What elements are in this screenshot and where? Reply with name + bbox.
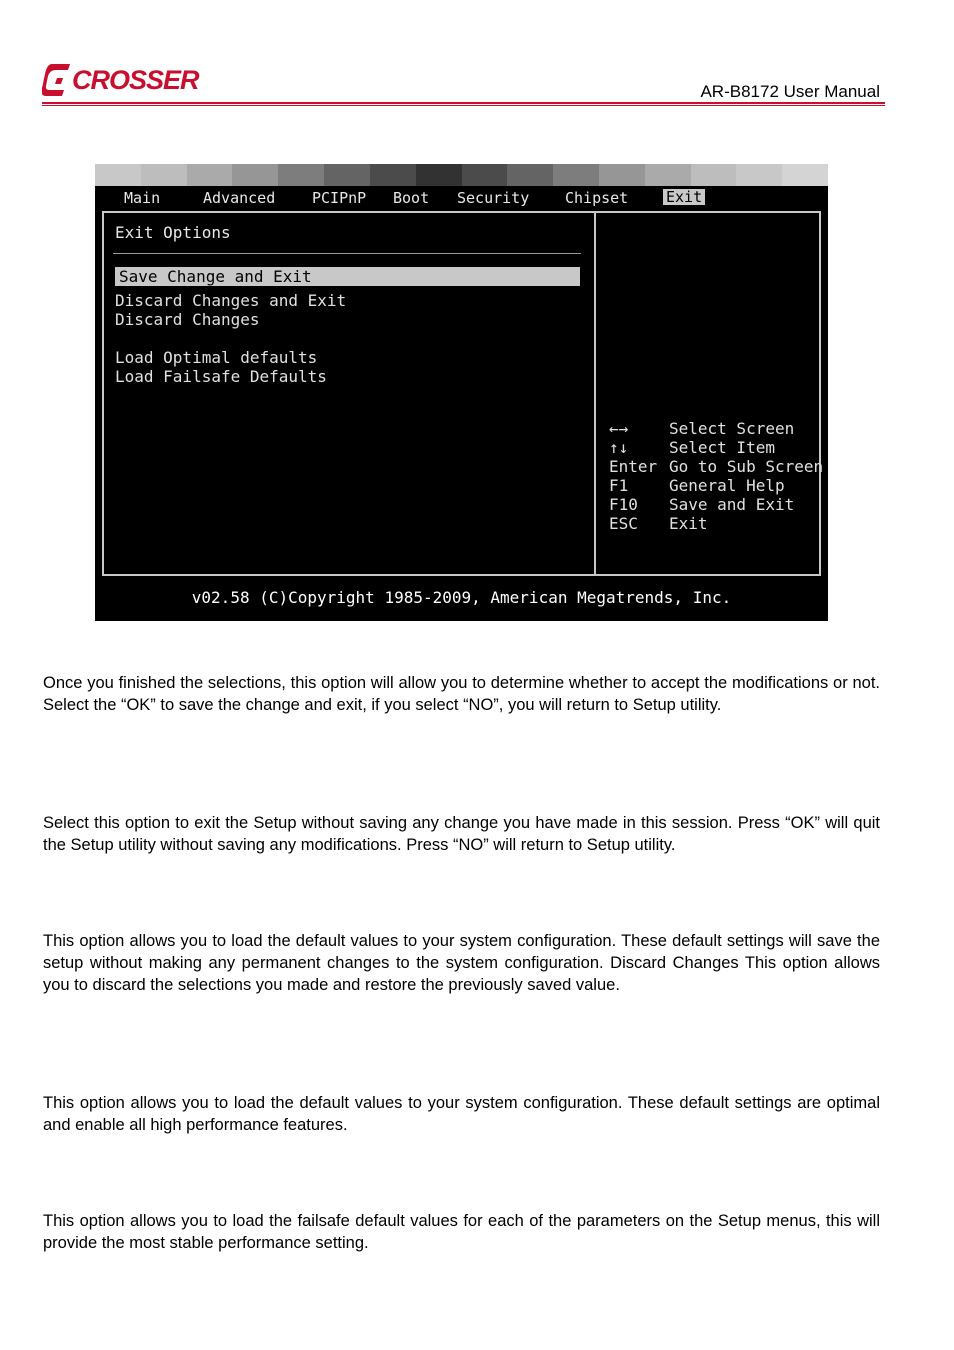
bios-tab-boot[interactable]: Boot xyxy=(393,189,430,207)
brand-wordmark: CROSSER xyxy=(72,65,199,95)
bios-gradient-segment xyxy=(95,164,141,186)
bios-help-exit xyxy=(609,514,708,533)
bios-gradient-segment xyxy=(324,164,370,186)
help-desc: Select Screen xyxy=(669,419,795,438)
acrosser-logo xyxy=(42,62,202,98)
bios-help-select-item xyxy=(609,438,775,457)
bios-menu-bar xyxy=(95,186,828,210)
bios-gradient-segment xyxy=(599,164,645,186)
help-key: ESC xyxy=(609,514,638,533)
bios-gradient-segment xyxy=(462,164,508,186)
paragraph-load-failsafe-defaults: This option allows you to load the failsafe default values for each of the parameters on the Setup menus, this will provide the most stable performance setting. xyxy=(43,1212,880,1252)
acrosser-logo-mark-icon xyxy=(42,62,72,96)
manual-title: AR-B8172 User Manual xyxy=(700,82,880,101)
bios-gradient-segment xyxy=(141,164,187,186)
bios-panel-divider xyxy=(594,213,596,574)
bios-gradient-segment xyxy=(278,164,324,186)
bios-option-discard-changes-and-exit[interactable]: Discard Changes and Exit xyxy=(115,291,347,310)
bios-title-rule xyxy=(113,253,581,254)
bios-tab-main[interactable]: Main xyxy=(124,189,161,207)
help-desc: Save and Exit xyxy=(669,495,795,514)
bios-option-load-failsafe-defaults[interactable]: Load Failsafe Defaults xyxy=(115,367,327,386)
help-desc: Go to Sub Screen xyxy=(669,457,824,476)
bios-gradient-segment xyxy=(691,164,737,186)
bios-gradient-segment xyxy=(232,164,278,186)
bios-option-discard-changes[interactable]: Discard Changes xyxy=(115,310,260,329)
bios-gradient-bar xyxy=(95,164,828,186)
bios-option-load-optimal-defaults[interactable]: Load Optimal defaults xyxy=(115,348,318,367)
bios-tab-advanced[interactable]: Advanced xyxy=(203,189,276,207)
bios-tab-pcipnp[interactable]: PCIPnP xyxy=(312,189,367,207)
paragraph-discard-changes-and-exit: Select this option to exit the Setup without saving any change you have made in this session. Press “OK” will quit the Setup utility without saving any modifications. Press “NO” will return to Setup utility. xyxy=(43,814,880,854)
bios-gradient-segment xyxy=(416,164,462,186)
help-key: F1 xyxy=(609,476,629,495)
bios-gradient-segment xyxy=(370,164,416,186)
help-desc: General Help xyxy=(669,476,785,495)
bios-copyright-footer: v02.58 (C)Copyright 1985-2009, American Megatrends, Inc. xyxy=(191,588,732,607)
bios-help-select-screen xyxy=(609,419,794,438)
header-rule xyxy=(42,102,885,104)
bios-gradient-segment xyxy=(736,164,782,186)
paragraph-save-change-and-exit: Once you finished the selections, this option will allow you to determine whether to accept the modifications or not. Select the “OK” to save the change and exit, if you select “NO”, you will return to Setup utility. xyxy=(43,674,880,714)
help-desc: Exit xyxy=(669,514,708,533)
help-key: Enter xyxy=(609,457,658,476)
help-key: ←→ xyxy=(609,419,629,438)
bios-gradient-segment xyxy=(187,164,233,186)
bios-screenshot xyxy=(95,164,828,621)
bios-gradient-segment xyxy=(645,164,691,186)
bios-gradient-segment xyxy=(507,164,553,186)
help-key: F10 xyxy=(609,495,638,514)
bios-tab-exit[interactable]: Exit xyxy=(663,189,705,205)
bios-tab-chipset[interactable]: Chipset xyxy=(565,189,629,207)
paragraph-load-optimal-defaults: This option allows you to load the default values to your system configuration. These default settings are optimal and enable all high performance features. xyxy=(43,1094,880,1134)
help-key: ↑↓ xyxy=(609,438,629,457)
bios-help-sub-screen xyxy=(609,457,823,476)
bios-help-general xyxy=(609,476,785,495)
bios-gradient-segment xyxy=(553,164,599,186)
bios-section-title: Exit Options xyxy=(115,223,231,242)
bios-main-frame xyxy=(102,211,824,576)
bios-help-save-exit xyxy=(609,495,794,514)
bios-option-save-change-and-exit[interactable]: Save Change and Exit xyxy=(115,267,580,286)
header-rule-thin xyxy=(42,105,885,106)
bios-gradient-segment xyxy=(782,164,828,186)
paragraph-discard-changes: This option allows you to load the default values to your system configuration. These default settings will save the setup without making any permanent changes to the system configuration. Discard Changes This option allows you to discard the selections you made and restore the previously saved value. xyxy=(43,932,880,994)
bios-tab-security[interactable]: Security xyxy=(457,189,530,207)
help-desc: Select Item xyxy=(669,438,775,457)
